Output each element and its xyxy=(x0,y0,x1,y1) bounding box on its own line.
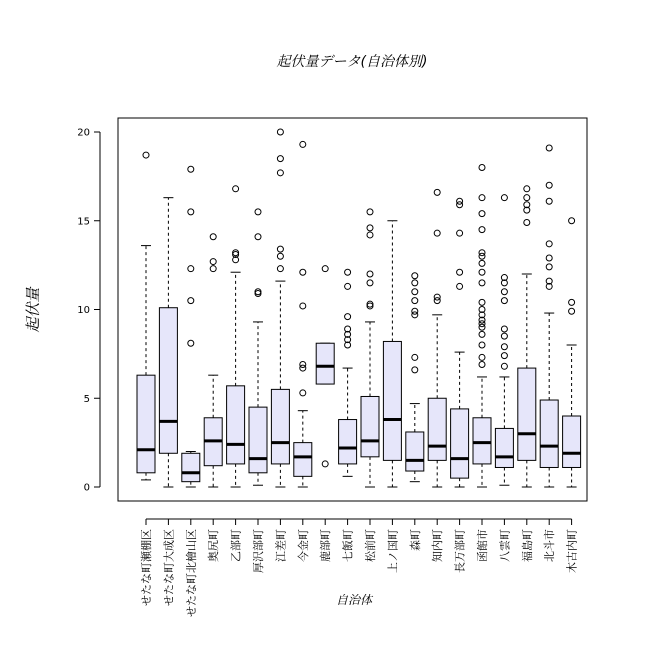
x-tick-label: せたな町北檜山区 xyxy=(184,529,198,617)
outlier-point xyxy=(546,198,552,204)
outlier-point xyxy=(434,189,440,195)
outlier-point xyxy=(569,299,575,305)
outlier-point xyxy=(367,225,373,231)
outlier-point xyxy=(501,298,507,304)
outlier-point xyxy=(233,186,239,192)
x-tick-label: 函館市 xyxy=(476,529,489,562)
outlier-point xyxy=(457,269,463,275)
x-tick-label: 知内町 xyxy=(431,529,445,562)
box-body xyxy=(182,453,200,481)
outlier-point xyxy=(277,129,283,135)
box-2 xyxy=(159,198,177,487)
outlier-point xyxy=(479,342,485,348)
outlier-point xyxy=(479,299,485,305)
x-tick-label: 長万部町 xyxy=(453,529,467,573)
outlier-point xyxy=(188,166,194,172)
box-body xyxy=(540,400,558,467)
outlier-point xyxy=(479,362,485,368)
outlier-point xyxy=(569,218,575,224)
outlier-point xyxy=(255,234,261,240)
outlier-point xyxy=(434,230,440,236)
outlier-point xyxy=(501,363,507,369)
outlier-point xyxy=(479,354,485,360)
outlier-point xyxy=(143,152,149,158)
outlier-point xyxy=(367,280,373,286)
outlier-point xyxy=(524,195,530,201)
y-tick-label: 20 xyxy=(77,127,90,139)
outlier-point xyxy=(434,294,440,300)
outlier-point xyxy=(188,209,194,215)
outlier-point xyxy=(479,269,485,275)
outlier-point xyxy=(457,283,463,289)
chart-title: 起伏量データ(自治体別) xyxy=(276,54,428,70)
box-15 xyxy=(451,198,469,487)
box-16 xyxy=(473,165,491,488)
x-tick-label: 木古内町 xyxy=(565,529,579,573)
x-tick-label: 北斗市 xyxy=(543,529,557,562)
boxes-layer xyxy=(137,129,581,487)
box-19 xyxy=(540,145,558,487)
box-11 xyxy=(361,209,379,487)
x-tick-label: 八雲町 xyxy=(498,529,512,562)
outlier-point xyxy=(188,298,194,304)
outlier-point xyxy=(546,264,552,270)
outlier-point xyxy=(524,186,530,192)
outlier-point xyxy=(367,232,373,238)
outlier-point xyxy=(188,340,194,346)
box-body xyxy=(227,386,245,464)
outlier-point xyxy=(412,308,418,314)
box-body xyxy=(361,396,379,456)
outlier-point xyxy=(345,283,351,289)
x-tick-label: 鹿部町 xyxy=(319,529,333,562)
outlier-point xyxy=(188,266,194,272)
box-5 xyxy=(227,186,245,487)
x-tick-label: 厚沢部町 xyxy=(252,529,265,573)
outlier-point xyxy=(367,209,373,215)
outlier-point xyxy=(546,182,552,188)
outlier-point xyxy=(501,353,507,359)
outlier-point xyxy=(479,227,485,233)
box-13 xyxy=(406,273,424,482)
outlier-point xyxy=(412,367,418,373)
box-body xyxy=(316,343,334,384)
box-14 xyxy=(428,189,446,487)
box-body xyxy=(563,416,581,467)
outlier-point xyxy=(412,289,418,295)
outlier-point xyxy=(524,220,530,226)
x-tick-label: 福島町 xyxy=(520,529,534,562)
box-body xyxy=(271,389,289,464)
outlier-point xyxy=(300,269,306,275)
outlier-point xyxy=(412,273,418,279)
outlier-point xyxy=(412,298,418,304)
x-tick-label: 今金町 xyxy=(296,529,310,562)
outlier-point xyxy=(479,250,485,256)
outlier-point xyxy=(277,266,283,272)
y-tick-label: 15 xyxy=(77,216,90,228)
y-tick-label: 0 xyxy=(83,482,90,494)
y-axis xyxy=(77,128,100,494)
outlier-point xyxy=(479,195,485,201)
x-tick-label: 森町 xyxy=(408,529,422,551)
outlier-point xyxy=(546,255,552,261)
outlier-point xyxy=(457,230,463,236)
x-tick-label: 奥尻町 xyxy=(207,529,221,562)
outlier-point xyxy=(300,303,306,309)
outlier-point xyxy=(479,280,485,286)
x-tick-label: 上ノ国町 xyxy=(386,529,400,573)
outlier-point xyxy=(300,390,306,396)
x-tick-label: 七飯町 xyxy=(341,529,355,562)
box-body xyxy=(137,375,155,473)
box-20 xyxy=(563,218,581,487)
box-4 xyxy=(204,234,222,487)
outlier-point xyxy=(210,266,216,272)
outlier-point xyxy=(210,259,216,265)
x-tick-label: 松前町 xyxy=(364,529,377,562)
x-tick-label: せたな町大成区 xyxy=(162,529,176,606)
outlier-point xyxy=(479,165,485,171)
outlier-point xyxy=(501,326,507,332)
outlier-point xyxy=(457,198,463,204)
outlier-point xyxy=(546,145,552,151)
outlier-point xyxy=(300,141,306,147)
outlier-point xyxy=(345,269,351,275)
outlier-point xyxy=(277,156,283,162)
outlier-point xyxy=(367,271,373,277)
outlier-point xyxy=(300,362,306,368)
outlier-point xyxy=(255,209,261,215)
box-body xyxy=(249,407,267,473)
outlier-point xyxy=(322,461,328,467)
box-1 xyxy=(137,152,155,480)
outlier-point xyxy=(210,234,216,240)
box-body xyxy=(518,368,536,460)
box-3 xyxy=(182,166,200,487)
outlier-point xyxy=(345,314,351,320)
outlier-point xyxy=(546,241,552,247)
box-body xyxy=(294,443,312,477)
box-17 xyxy=(495,195,513,486)
box-8 xyxy=(294,141,312,487)
outlier-point xyxy=(479,211,485,217)
x-tick-label: 江差町 xyxy=(274,529,288,562)
x-tick-label: せたな町瀬棚区 xyxy=(140,529,153,606)
outlier-point xyxy=(501,195,507,201)
outlier-point xyxy=(277,246,283,252)
outlier-point xyxy=(501,344,507,350)
box-9 xyxy=(316,266,334,467)
box-10 xyxy=(339,269,357,476)
box-body xyxy=(451,409,469,478)
x-axis-label: 自治体 xyxy=(335,593,373,607)
box-body xyxy=(428,398,446,460)
x-tick-label: 乙部町 xyxy=(229,529,243,562)
outlier-point xyxy=(569,308,575,314)
box-body xyxy=(339,420,357,464)
outlier-point xyxy=(322,266,328,272)
outlier-point xyxy=(479,260,485,266)
box-18 xyxy=(518,186,536,487)
y-tick-label: 10 xyxy=(77,305,90,316)
box-body xyxy=(159,308,177,454)
outlier-point xyxy=(412,354,418,360)
box-body xyxy=(473,418,491,464)
outlier-point xyxy=(479,331,485,337)
outlier-point xyxy=(412,280,418,286)
y-axis-label: 起伏量 xyxy=(24,287,42,333)
box-body xyxy=(495,428,513,467)
box-7 xyxy=(271,129,289,487)
outlier-point xyxy=(501,333,507,339)
box-12 xyxy=(383,221,401,487)
box-6 xyxy=(249,209,267,485)
box-body xyxy=(406,432,424,471)
box-body xyxy=(383,341,401,460)
y-tick-label: 5 xyxy=(83,393,90,405)
outlier-point xyxy=(501,289,507,295)
outlier-point xyxy=(277,253,283,259)
outlier-point xyxy=(277,170,283,176)
